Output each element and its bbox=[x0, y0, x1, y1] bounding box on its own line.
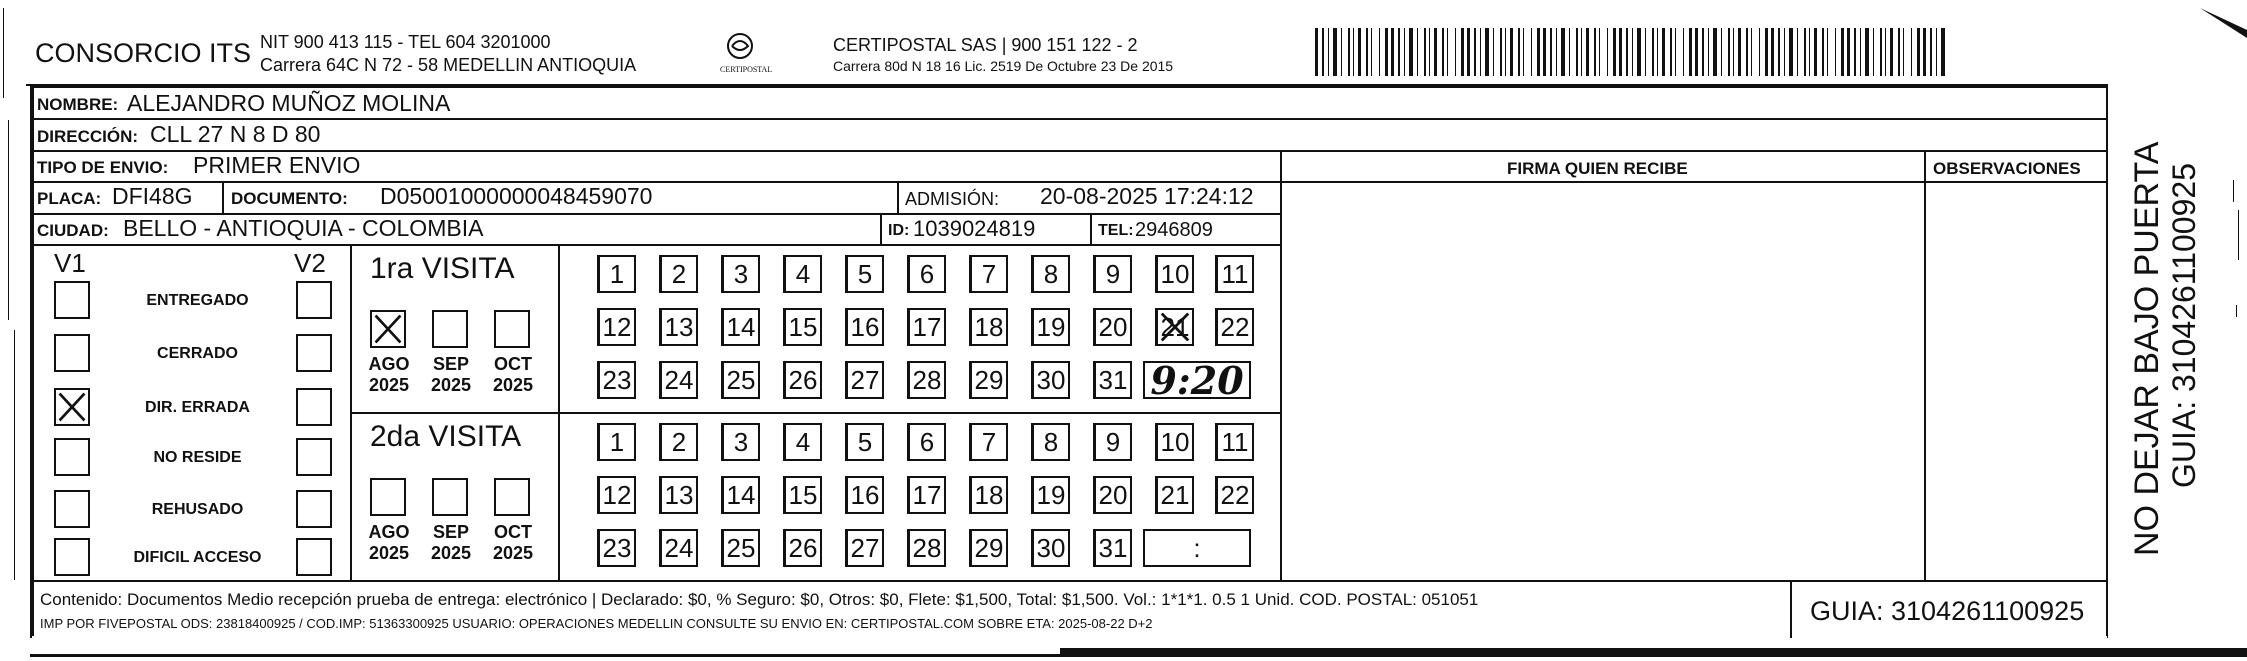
day-box[interactable]: 7 bbox=[969, 423, 1008, 461]
day-box[interactable]: 24 bbox=[659, 529, 698, 567]
day-box[interactable]: 1 bbox=[597, 255, 636, 293]
barcode-bar bbox=[1510, 28, 1513, 76]
barcode-bar bbox=[1784, 28, 1785, 76]
month-checkbox[interactable] bbox=[432, 478, 468, 516]
field-divider bbox=[897, 181, 899, 213]
day-box[interactable]: 7 bbox=[969, 255, 1008, 293]
v1-checkbox[interactable] bbox=[54, 388, 90, 426]
day-box[interactable]: 17 bbox=[907, 308, 946, 346]
day-box[interactable]: 2 bbox=[659, 255, 698, 293]
barcode-bar bbox=[1898, 28, 1900, 76]
month-checkbox[interactable] bbox=[370, 310, 406, 348]
status-label: DIR. ERRADA bbox=[145, 399, 250, 416]
barcode-bar bbox=[1366, 28, 1368, 76]
barcode-bar bbox=[1804, 28, 1806, 76]
bottom-rule-2 bbox=[1060, 648, 2247, 656]
field-divider bbox=[222, 181, 224, 213]
barcode-bar bbox=[1518, 28, 1520, 76]
v1-checkbox[interactable] bbox=[54, 538, 90, 576]
day-box[interactable]: 29 bbox=[969, 361, 1008, 399]
v2-header: V2 bbox=[294, 248, 326, 278]
day-box[interactable]: 4 bbox=[783, 423, 822, 461]
company-nit: NIT 900 413 115 - TEL 604 3201000 bbox=[260, 32, 551, 52]
day-box[interactable]: 18 bbox=[969, 308, 1008, 346]
nombre-value: ALEJANDRO MUÑOZ MOLINA bbox=[127, 90, 451, 116]
direccion-value: CLL 27 N 8 D 80 bbox=[150, 121, 321, 147]
footer-divider bbox=[1790, 580, 1792, 638]
company-name: CONSORCIO ITS bbox=[35, 38, 252, 68]
barcode-bar bbox=[1398, 28, 1400, 76]
barcode-bar bbox=[1404, 28, 1405, 76]
barcode-bar bbox=[1581, 28, 1582, 76]
barcode-bar bbox=[1662, 28, 1665, 76]
day-box[interactable]: 12 bbox=[597, 308, 636, 346]
ciudad-label: CIUDAD: bbox=[37, 221, 109, 240]
barcode-bar bbox=[1576, 28, 1578, 76]
day-box[interactable]: 10 bbox=[1155, 423, 1194, 461]
barcode-bar bbox=[1903, 28, 1904, 76]
day-box[interactable]: 8 bbox=[1031, 423, 1070, 461]
day-box[interactable]: 16 bbox=[845, 476, 884, 514]
barcode-bar bbox=[1461, 28, 1464, 76]
month-year: 2025 bbox=[492, 375, 534, 395]
day-box[interactable]: 10 bbox=[1155, 255, 1194, 293]
day-box[interactable]: 25 bbox=[721, 361, 760, 399]
tel-label: TEL: bbox=[1098, 222, 1134, 239]
visit-title: 1ra VISITA bbox=[370, 252, 515, 285]
right-edge-mark bbox=[2233, 180, 2234, 202]
barcode-bar bbox=[1626, 28, 1628, 76]
status-label: NO RESIDE bbox=[153, 449, 242, 466]
v2-checkbox[interactable] bbox=[296, 281, 332, 319]
barcode-bar bbox=[1728, 28, 1730, 76]
barcode-bar bbox=[1632, 28, 1633, 76]
barcode-bar bbox=[1315, 28, 1318, 76]
barcode-bar bbox=[1561, 28, 1565, 76]
footer-imp: IMP POR FIVEPOSTAL ODS: 23818400925 / COD.IMP: 51363300925 USUARIO: OPERACIONES MEDELLIN CONSULTE SU ENVIO EN: CERTIPOSTAL.COM SOBRE ETA: 2025-08-22 D+2 bbox=[40, 616, 1153, 631]
day-box[interactable]: 11 bbox=[1215, 255, 1254, 293]
barcode-bar bbox=[1550, 28, 1552, 76]
month-checkbox[interactable] bbox=[494, 478, 530, 516]
v2-checkbox[interactable] bbox=[296, 490, 332, 528]
barcode-bar bbox=[1493, 28, 1494, 76]
v1-header: V1 bbox=[54, 248, 86, 278]
barcode-bar bbox=[1670, 28, 1672, 76]
footer-guia: GUIA: 3104261100925 bbox=[1810, 596, 2085, 626]
v2-checkbox[interactable] bbox=[296, 388, 332, 426]
day-box[interactable]: 12 bbox=[597, 476, 636, 514]
barcode-bar bbox=[1358, 28, 1361, 76]
no-dejar-bajo-puerta: NO DEJAR BAJO PUERTA bbox=[2128, 141, 2166, 556]
nombre-label: NOMBRE: bbox=[37, 95, 119, 114]
placa-value: DFI48G bbox=[112, 183, 193, 209]
field-divider bbox=[1090, 213, 1092, 244]
day-box[interactable]: 19 bbox=[1031, 308, 1070, 346]
day-box[interactable]: 2 bbox=[659, 423, 698, 461]
month-label: AGO bbox=[368, 522, 410, 542]
admision-value: 20-08-2025 17:24:12 bbox=[1040, 183, 1254, 209]
status-label: CERRADO bbox=[157, 345, 238, 362]
day-box[interactable]: 18 bbox=[969, 476, 1008, 514]
row-rule bbox=[32, 580, 2108, 582]
day-box[interactable]: 5 bbox=[845, 255, 884, 293]
month-year: 2025 bbox=[368, 375, 410, 395]
tipo-envio-value: PRIMER ENVIO bbox=[193, 152, 361, 178]
direccion-label: DIRECCIÓN: bbox=[37, 127, 139, 146]
day-box[interactable]: 14 bbox=[721, 308, 760, 346]
barcode-bar bbox=[1619, 28, 1622, 76]
certipostal-logo bbox=[712, 30, 773, 78]
barcode-bar bbox=[1645, 28, 1646, 76]
side-guia: GUIA: 3104261100925 bbox=[2166, 163, 2202, 488]
day-box[interactable]: 26 bbox=[783, 361, 822, 399]
row-rule bbox=[32, 244, 1280, 246]
barcode-bar bbox=[1613, 28, 1616, 76]
barcode-bar bbox=[1637, 28, 1641, 76]
barcode-bar bbox=[1917, 28, 1920, 76]
barcode-bar bbox=[1797, 28, 1798, 76]
month-label: OCT bbox=[494, 522, 532, 542]
barcode-bar bbox=[1607, 28, 1608, 76]
certipostal-name: CERTIPOSTAL SAS | 900 151 122 - 2 bbox=[833, 35, 1138, 55]
v1-checkbox[interactable] bbox=[54, 281, 90, 319]
barcode-bar bbox=[1733, 28, 1734, 76]
barcode-bar bbox=[1778, 28, 1780, 76]
barcode-bar bbox=[1657, 28, 1658, 76]
barcode-bar bbox=[1434, 28, 1437, 76]
month-label: AGO bbox=[368, 354, 410, 374]
day-box[interactable]: 19 bbox=[1031, 476, 1070, 514]
day-box[interactable]: 15 bbox=[783, 308, 822, 346]
barcode-bar bbox=[1505, 28, 1506, 76]
right-edge-mark bbox=[2238, 210, 2239, 260]
barcode-bar bbox=[1827, 28, 1828, 76]
barcode-bar bbox=[1751, 28, 1752, 76]
month-label: SEP bbox=[432, 354, 470, 374]
day-box[interactable]: 20 bbox=[1093, 308, 1132, 346]
barcode-bar bbox=[1333, 28, 1337, 76]
barcode-bar bbox=[1885, 28, 1886, 76]
barcode-bar bbox=[1702, 28, 1704, 76]
day-box[interactable]: 23 bbox=[597, 361, 636, 399]
v1-checkbox[interactable] bbox=[54, 490, 90, 528]
left-edge-mark bbox=[3, 8, 4, 98]
month-label: SEP bbox=[432, 522, 470, 542]
main-left-border bbox=[32, 86, 34, 636]
barcode-bar bbox=[1379, 28, 1380, 76]
column-divider bbox=[1280, 150, 1282, 580]
tel-value: 2946809 bbox=[1135, 219, 1213, 241]
barcode-bar bbox=[1543, 28, 1546, 76]
barcode-bar bbox=[1880, 28, 1882, 76]
firma-header: FIRMA QUIEN RECIBE bbox=[1507, 159, 1688, 178]
month-checkbox[interactable] bbox=[432, 310, 468, 348]
barcode-bar bbox=[1713, 28, 1717, 76]
barcode-bar bbox=[1599, 28, 1600, 76]
barcode-bar bbox=[1652, 28, 1654, 76]
barcode-bar bbox=[1835, 28, 1836, 76]
day-box[interactable]: 8 bbox=[1031, 255, 1070, 293]
day-box[interactable]: 22 bbox=[1215, 308, 1254, 346]
barcode-bar bbox=[1322, 28, 1324, 76]
barcode-bar bbox=[1455, 28, 1456, 76]
barcode-bar bbox=[1695, 28, 1698, 76]
certipostal-address: Carrera 80d N 18 16 Lic. 2519 De Octubre 23 De 2015 bbox=[833, 58, 1174, 74]
barcode-bar bbox=[1409, 28, 1413, 76]
barcode-bar bbox=[1683, 28, 1684, 76]
barcode-bar bbox=[1860, 28, 1861, 76]
placa-label: PLACA: bbox=[37, 189, 102, 208]
day-box[interactable]: 3 bbox=[721, 255, 760, 293]
barcode-bar bbox=[1523, 28, 1524, 76]
day-box[interactable]: 6 bbox=[907, 255, 946, 293]
barcode-bar bbox=[1841, 28, 1844, 76]
visit-title: 2da VISITA bbox=[370, 420, 522, 453]
visit-separator bbox=[350, 412, 1280, 414]
visit-time: : bbox=[1193, 532, 1201, 563]
documento-value: D05001000000048459070 bbox=[380, 183, 653, 209]
day-box[interactable]: 30 bbox=[1031, 529, 1070, 567]
day-box[interactable]: 24 bbox=[659, 361, 698, 399]
day-box[interactable]: 1 bbox=[597, 423, 636, 461]
barcode-bar bbox=[1865, 28, 1869, 76]
barcode-bar bbox=[1923, 28, 1926, 76]
barcode-bar bbox=[1353, 28, 1354, 76]
day-box[interactable]: 3 bbox=[721, 423, 760, 461]
visit-time-box[interactable] bbox=[1143, 529, 1251, 567]
barcode-bar bbox=[1569, 28, 1570, 76]
visit-time-box[interactable] bbox=[1143, 357, 1251, 403]
day-box[interactable]: 27 bbox=[845, 361, 884, 399]
barcode-bar bbox=[1371, 28, 1372, 76]
observaciones-header: OBSERVACIONES bbox=[1933, 159, 2081, 178]
status-label: ENTREGADO bbox=[146, 292, 249, 309]
barcode-bar bbox=[1485, 28, 1489, 76]
main-right-border bbox=[2106, 86, 2108, 636]
day-box[interactable]: 13 bbox=[659, 308, 698, 346]
admision-label: ADMISIÓN: bbox=[905, 189, 1000, 209]
barcode-bar bbox=[1480, 28, 1481, 76]
barcode-bar bbox=[1537, 28, 1540, 76]
day-box[interactable]: 9 bbox=[1093, 255, 1132, 293]
footer-contenido: Contenido: Documentos Medio recepción prueba de entrega: electrónico | Declarado: $0, % Seguro: $0, Otros: $0, Flete: $1,500, Total: $1,500. Vol.: 1*1*1. 0.5 1 Unid. COD. POSTAL: 051051 bbox=[40, 590, 1479, 609]
day-box[interactable]: 28 bbox=[907, 529, 946, 567]
barcode-bar bbox=[1822, 28, 1824, 76]
left-edge-mark bbox=[14, 330, 15, 580]
barcode-bar bbox=[1930, 28, 1932, 76]
visit-time: 9:20 bbox=[1150, 357, 1244, 403]
company-address: Carrera 64C N 72 - 58 MEDELLIN ANTIOQUIA bbox=[260, 55, 637, 75]
day-box[interactable]: 26 bbox=[783, 529, 822, 567]
barcode-bar bbox=[1721, 28, 1722, 76]
day-box[interactable]: 16 bbox=[845, 308, 884, 346]
day-box[interactable]: 31 bbox=[1093, 529, 1132, 567]
day-box[interactable]: 5 bbox=[845, 423, 884, 461]
day-box[interactable]: 23 bbox=[597, 529, 636, 567]
month-checkbox[interactable] bbox=[370, 478, 406, 516]
month-year: 2025 bbox=[492, 543, 534, 563]
month-label: OCT bbox=[494, 354, 532, 374]
field-divider bbox=[880, 213, 882, 244]
row-rule bbox=[32, 118, 2108, 120]
day-box[interactable]: 21 bbox=[1155, 308, 1194, 346]
barcode-bar bbox=[1341, 28, 1342, 76]
barcode-bar bbox=[1594, 28, 1596, 76]
day-box[interactable]: 21 bbox=[1155, 476, 1194, 514]
day-box[interactable]: 30 bbox=[1031, 361, 1070, 399]
barcode-bar bbox=[1854, 28, 1856, 76]
month-year: 2025 bbox=[430, 543, 472, 563]
day-box[interactable]: 4 bbox=[783, 255, 822, 293]
barcode-bar bbox=[1847, 28, 1850, 76]
day-box[interactable]: 27 bbox=[845, 529, 884, 567]
day-box[interactable]: 9 bbox=[1093, 423, 1132, 461]
right-edge-mark bbox=[2236, 305, 2237, 317]
day-box[interactable]: 20 bbox=[1093, 476, 1132, 514]
barcode-bar bbox=[1689, 28, 1692, 76]
day-box[interactable]: 25 bbox=[721, 529, 760, 567]
status-label: DIFICIL ACCESO bbox=[133, 549, 262, 566]
barcode-bar bbox=[1814, 28, 1817, 76]
barcode-bar bbox=[1500, 28, 1502, 76]
v1-checkbox[interactable] bbox=[54, 438, 90, 476]
barcode-bar bbox=[1391, 28, 1394, 76]
column-divider bbox=[1924, 150, 1926, 580]
left-edge-mark bbox=[8, 120, 9, 320]
day-box[interactable]: 17 bbox=[907, 476, 946, 514]
barcode-bar bbox=[1936, 28, 1937, 76]
barcode-bar bbox=[1429, 28, 1430, 76]
day-box[interactable]: 11 bbox=[1215, 423, 1254, 461]
day-box[interactable]: 13 bbox=[659, 476, 698, 514]
barcode bbox=[1313, 28, 1949, 76]
barcode-bar bbox=[1531, 28, 1532, 76]
day-box[interactable]: 15 bbox=[783, 476, 822, 514]
barcode-bar bbox=[1447, 28, 1448, 76]
barcode-bar bbox=[1708, 28, 1709, 76]
status-label: REHUSADO bbox=[151, 501, 244, 518]
barcode-bar bbox=[1385, 28, 1388, 76]
day-box[interactable]: 28 bbox=[907, 361, 946, 399]
barcode-bar bbox=[1556, 28, 1557, 76]
barcode-bar bbox=[1417, 28, 1418, 76]
day-box[interactable]: 14 bbox=[721, 476, 760, 514]
v2-checkbox[interactable] bbox=[296, 438, 332, 476]
barcode-bar bbox=[1424, 28, 1426, 76]
v1-checkbox[interactable] bbox=[54, 334, 90, 372]
id-value: 1039024819 bbox=[913, 216, 1036, 241]
v2-checkbox[interactable] bbox=[296, 334, 332, 372]
month-checkbox[interactable] bbox=[494, 310, 530, 348]
ciudad-value: BELLO - ANTIOQUIA - COLOMBIA bbox=[123, 215, 484, 241]
barcode-bar bbox=[1759, 28, 1760, 76]
barcode-bar bbox=[1941, 28, 1945, 76]
barcode-bar bbox=[1675, 28, 1676, 76]
barcode-bar bbox=[1442, 28, 1444, 76]
barcode-bar bbox=[1789, 28, 1793, 76]
barcode-bar bbox=[1474, 28, 1476, 76]
certipostal-logo-text: CERTIPOSTAL bbox=[720, 65, 773, 74]
id-label: ID: bbox=[888, 222, 910, 239]
day-box[interactable]: 29 bbox=[969, 529, 1008, 567]
documento-label: DOCUMENTO: bbox=[231, 189, 348, 208]
barcode-bar bbox=[1348, 28, 1350, 76]
corner-mark bbox=[2200, 6, 2247, 46]
v2-checkbox[interactable] bbox=[296, 538, 332, 576]
barcode-bar bbox=[1911, 28, 1912, 76]
barcode-bar bbox=[1809, 28, 1810, 76]
barcode-bar bbox=[1586, 28, 1589, 76]
barcode-bar bbox=[1738, 28, 1741, 76]
barcode-bar bbox=[1746, 28, 1748, 76]
barcode-bar bbox=[1328, 28, 1329, 76]
day-box[interactable]: 31 bbox=[1093, 361, 1132, 399]
month-year: 2025 bbox=[430, 375, 472, 395]
barcode-bar bbox=[1765, 28, 1768, 76]
month-year: 2025 bbox=[368, 543, 410, 563]
tipo-envio-label: TIPO DE ENVIO: bbox=[37, 158, 169, 177]
day-box[interactable]: 22 bbox=[1215, 476, 1254, 514]
day-box[interactable]: 6 bbox=[907, 423, 946, 461]
barcode-bar bbox=[1771, 28, 1774, 76]
barcode-bar bbox=[1467, 28, 1470, 76]
barcode-bar bbox=[1890, 28, 1893, 76]
barcode-bar bbox=[1873, 28, 1874, 76]
